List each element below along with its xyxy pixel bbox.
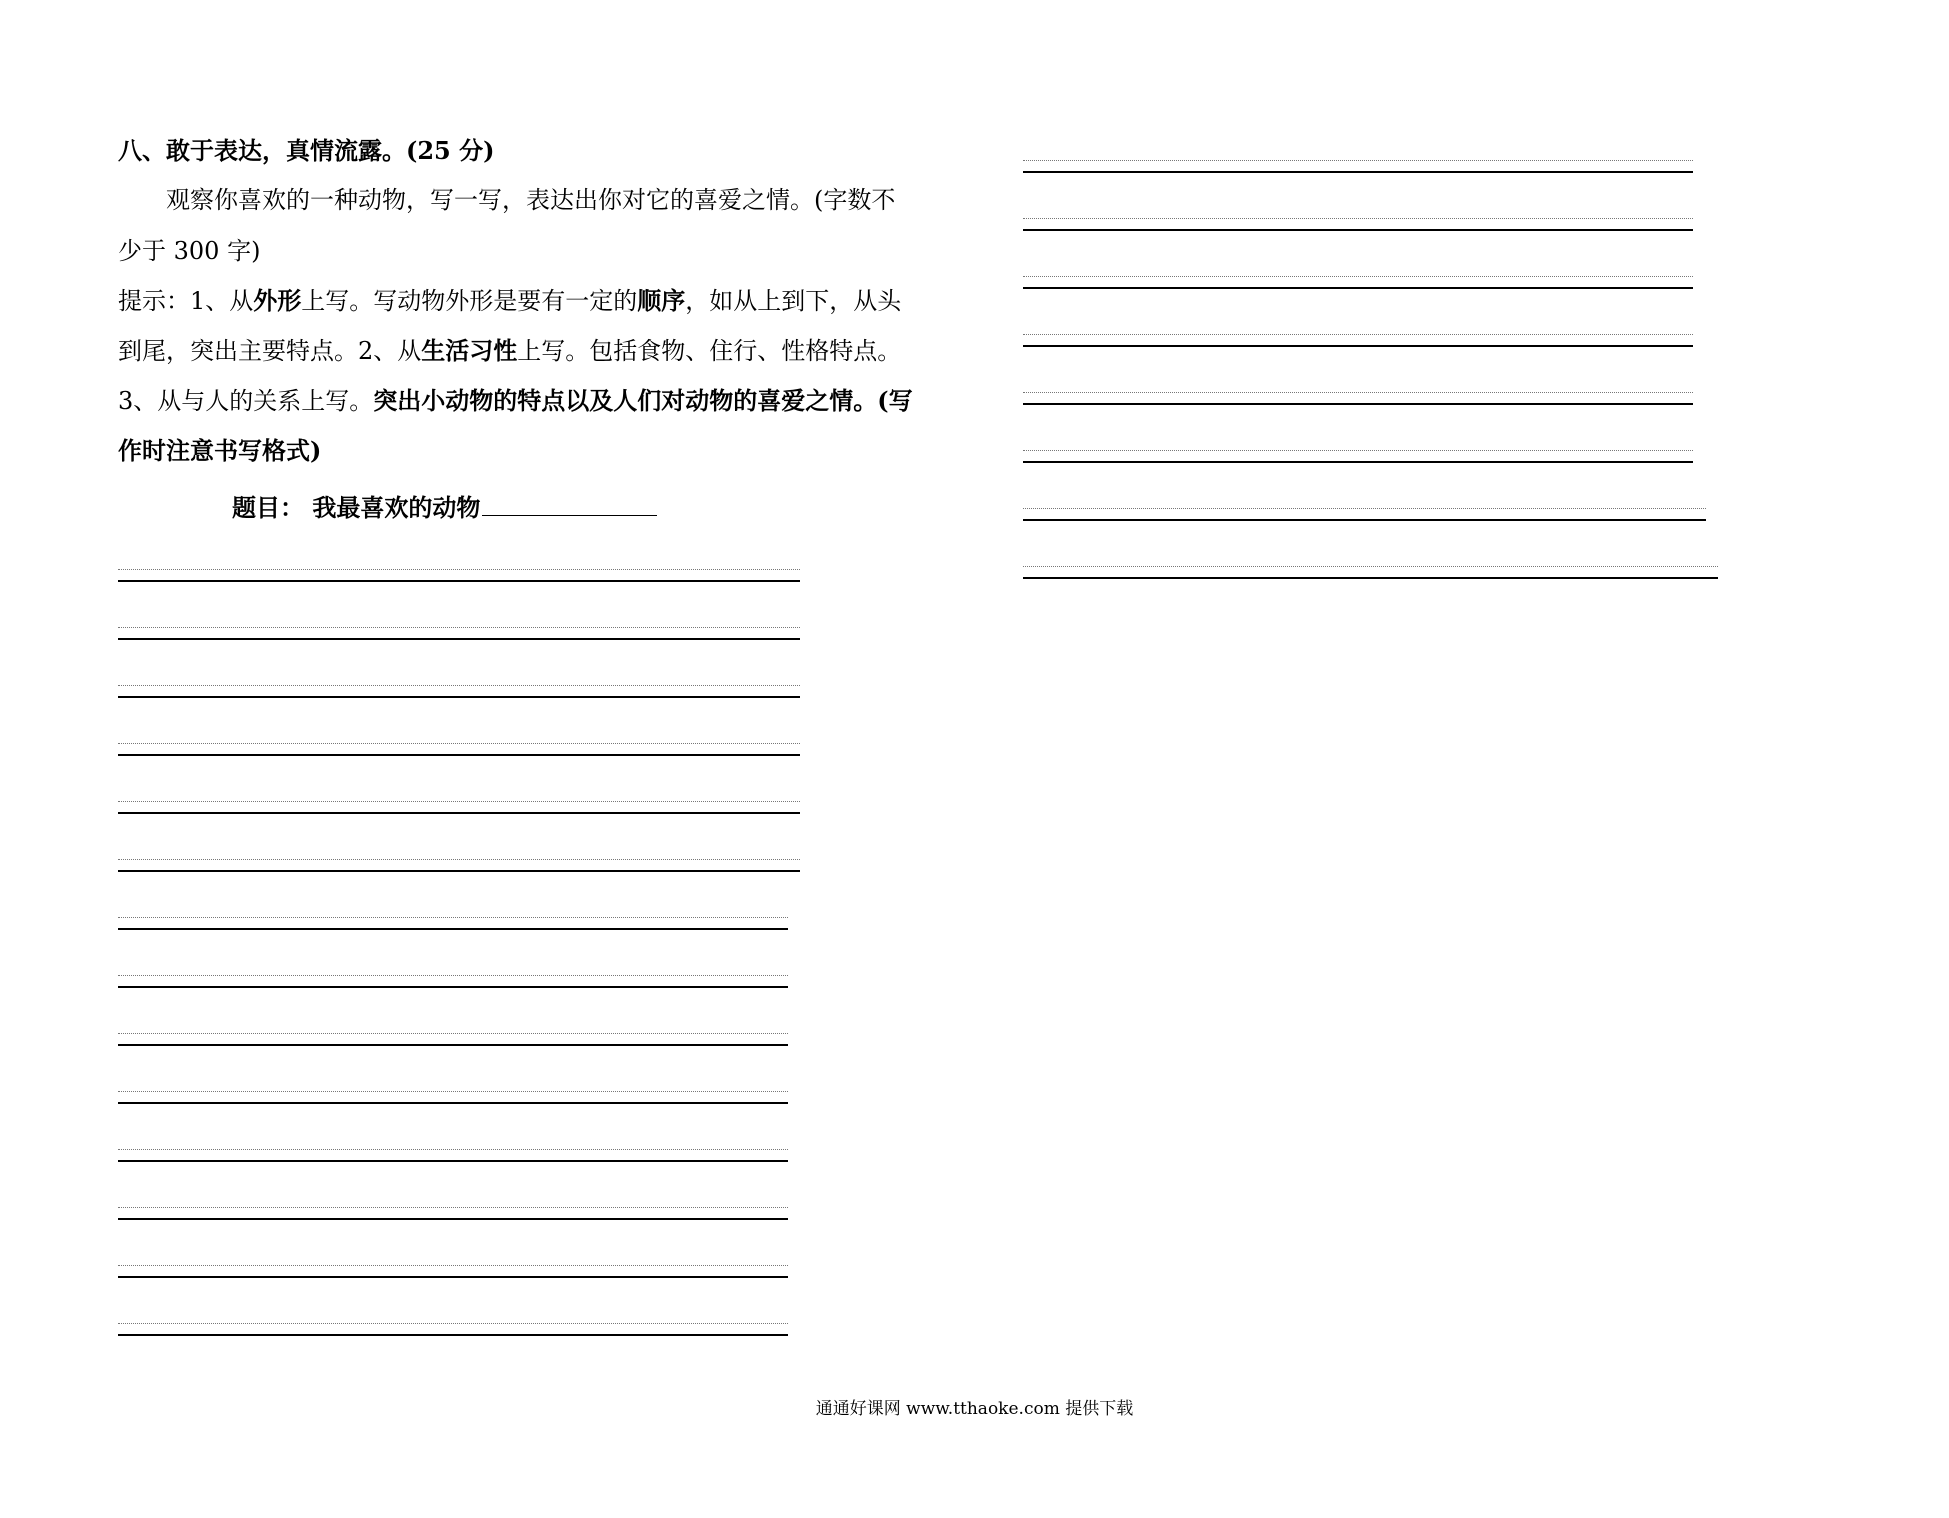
instruction-line-1: 观察你喜欢的一种动物，写一写，表达出你对它的喜爱之情。(字数不 <box>166 186 896 214</box>
writing-line[interactable] <box>1023 218 1693 219</box>
hint-line-1: 提示：1、从外形上写。写动物外形是要有一定的顺序，如从上到下，从头 <box>118 286 902 315</box>
writing-line[interactable] <box>118 1207 788 1208</box>
essay-title-blank[interactable] <box>482 495 657 516</box>
writing-line[interactable] <box>118 1033 788 1034</box>
writing-line[interactable] <box>118 859 800 860</box>
writing-line[interactable] <box>118 975 788 976</box>
writing-line[interactable] <box>118 1265 788 1266</box>
writing-line[interactable] <box>1023 508 1706 509</box>
hint-line-3: 3、从与人的关系上写。突出小动物的特点以及人们对动物的喜爱之情。(写 <box>118 386 913 415</box>
page-footer: 通通好课网 www.tthaoke.com 提供下载 <box>815 1399 1134 1419</box>
hint-line-2: 到尾，突出主要特点。2、从生活习性上写。包括食物、住行、性格特点。 <box>118 336 902 365</box>
writing-line[interactable] <box>118 1323 788 1324</box>
writing-line[interactable] <box>118 743 800 744</box>
hint-line-4: 作时注意书写格式) <box>118 436 322 465</box>
writing-line[interactable] <box>1023 334 1693 335</box>
essay-title-value: 我最喜欢的动物 <box>312 493 481 522</box>
writing-line[interactable] <box>1023 450 1693 451</box>
writing-line[interactable] <box>1023 160 1693 161</box>
essay-title <box>232 491 657 525</box>
writing-line[interactable] <box>118 1091 788 1092</box>
writing-line[interactable] <box>118 685 800 686</box>
writing-line[interactable] <box>1023 566 1718 567</box>
writing-line[interactable] <box>118 801 800 802</box>
writing-line[interactable] <box>118 627 800 628</box>
writing-line[interactable] <box>1023 392 1693 393</box>
writing-line[interactable] <box>118 1149 788 1150</box>
writing-line[interactable] <box>1023 276 1693 277</box>
section-heading: 八、敢于表达，真情流露。(25 分) <box>118 136 495 165</box>
essay-title-label: 题目： <box>232 493 304 522</box>
writing-line[interactable] <box>118 917 788 918</box>
writing-line[interactable] <box>118 569 800 570</box>
instruction-line-2: 少于 300 字) <box>118 237 261 265</box>
